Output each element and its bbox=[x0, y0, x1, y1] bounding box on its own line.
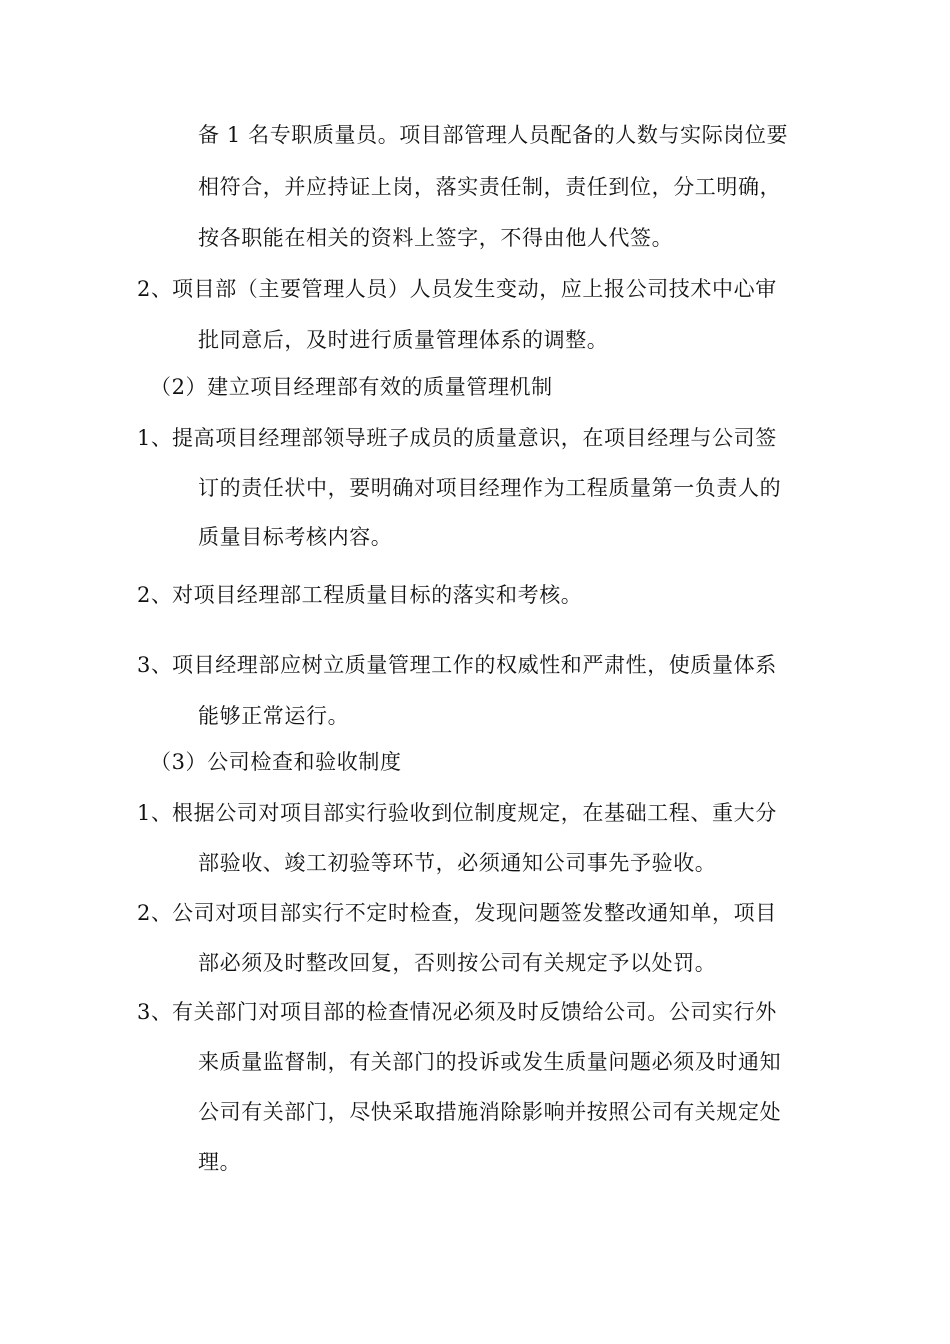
list-item-text: 能够正常运行。 bbox=[198, 704, 350, 728]
paragraph-line: 按各职能在相关的资料上签字，不得由他人代签。 bbox=[198, 226, 674, 250]
list-item-number: 2、 bbox=[137, 583, 173, 607]
list-item-number: 1、 bbox=[137, 426, 173, 450]
list-item-number: 3、 bbox=[137, 1000, 173, 1024]
list-item-number: 3、 bbox=[137, 653, 173, 677]
list-item-text: 公司有关部门，尽快采取措施消除影响并按照公司有关规定处 bbox=[198, 1100, 782, 1124]
list-item-text: 项目经理部应树立质量管理工作的权威性和严肃性，使质量体系 bbox=[172, 653, 777, 677]
list-item-text: 公司对项目部实行不定时检查，发现问题签发整改通知单，项目 bbox=[172, 901, 777, 925]
list-item-text: 来质量监督制，有关部门的投诉或发生质量问题必须及时通知 bbox=[198, 1050, 782, 1074]
list-item-number: 2、 bbox=[137, 901, 173, 925]
list-item-number: 1、 bbox=[137, 801, 173, 825]
list-item-text: 质量目标考核内容。 bbox=[198, 525, 393, 549]
list-item-text: 订的责任状中，要明确对项目经理作为工程质量第一负责人的 bbox=[198, 476, 782, 500]
paragraph-line: 相符合，并应持证上岗，落实责任制，责任到位，分工明确， bbox=[198, 175, 782, 199]
list-item-text: 理。 bbox=[198, 1150, 242, 1174]
list-item-text: 部必须及时整改回复，否则按公司有关规定予以处罚。 bbox=[198, 951, 717, 975]
list-item-text: 部验收、竣工初验等环节，必须通知公司事先予验收。 bbox=[198, 851, 717, 875]
list-item-text: 项目部（主要管理人员）人员发生变动，应上报公司技术中心审 bbox=[172, 277, 777, 301]
list-item-text: 有关部门对项目部的检查情况必须及时反馈给公司。公司实行外 bbox=[172, 1000, 777, 1024]
list-item-number: 2、 bbox=[137, 277, 173, 301]
list-item-text: 根据公司对项目部实行验收到位制度规定，在基础工程、重大分 bbox=[172, 801, 777, 825]
list-item-text: 对项目经理部工程质量目标的落实和考核。 bbox=[172, 583, 583, 607]
paragraph-line: 备 1 名专职质量员。项目部管理人员配备的人数与实际岗位要 bbox=[198, 123, 789, 147]
list-item-text: 提高项目经理部领导班子成员的质量意识，在项目经理与公司签 bbox=[172, 426, 777, 450]
section-heading: （2）建立项目经理部有效的质量管理机制 bbox=[150, 375, 553, 399]
list-item-text: 批同意后，及时进行质量管理体系的调整。 bbox=[198, 328, 609, 352]
section-heading: （3）公司检查和验收制度 bbox=[150, 750, 402, 774]
